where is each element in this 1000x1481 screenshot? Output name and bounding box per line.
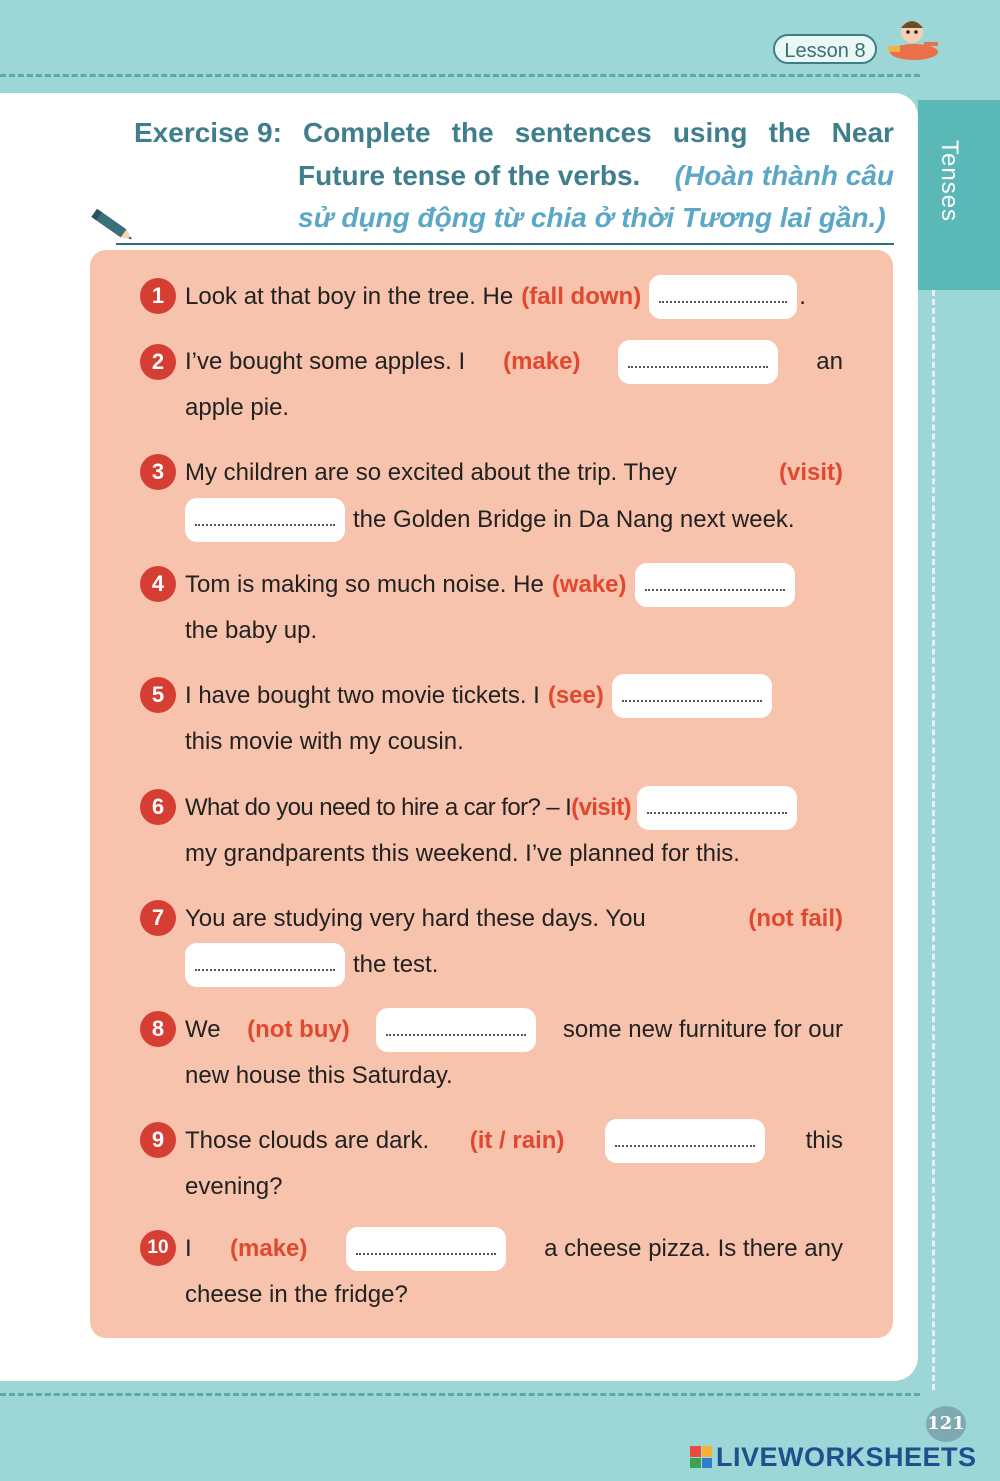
item-number-badge: 5 bbox=[140, 677, 176, 713]
item-number-badge: 4 bbox=[140, 566, 176, 602]
answer-input-1[interactable] bbox=[649, 275, 797, 319]
verb-cue: (wake) bbox=[551, 571, 627, 598]
pencil-icon bbox=[88, 204, 138, 248]
verb-cue: (fall down) bbox=[521, 283, 642, 310]
verb-cue: (see) bbox=[547, 682, 604, 709]
sentence-6: What do you need to hire a car for? – I (visit) bbox=[185, 784, 843, 832]
liveworksheets-brand bbox=[690, 1441, 977, 1473]
item-number-badge: 6 bbox=[140, 789, 176, 825]
answer-input-3[interactable] bbox=[185, 498, 345, 542]
sentence-8-cont: new house this Saturday. bbox=[185, 1062, 453, 1089]
answer-input-8[interactable] bbox=[376, 1008, 536, 1052]
title-underline bbox=[116, 243, 894, 245]
verb-cue: (make) bbox=[230, 1235, 308, 1262]
sentence-3: My children are so excited about the trip. They (visit) bbox=[185, 459, 843, 486]
verb-cue: (visit) bbox=[778, 459, 843, 486]
answer-input-7[interactable] bbox=[185, 943, 345, 987]
liveworksheets-logo-icon bbox=[690, 1446, 712, 1468]
answer-input-10[interactable] bbox=[346, 1227, 506, 1271]
item-number-badge: 7 bbox=[140, 900, 176, 936]
side-tab-label: Tenses bbox=[936, 140, 963, 223]
sentence-2-cont: apple pie. bbox=[185, 394, 290, 421]
sentence-7-cont: the test. bbox=[185, 941, 843, 989]
sentence-1: Look at that boy in the tree. He (fall down) . bbox=[185, 273, 843, 321]
verb-cue: (make) bbox=[503, 348, 581, 375]
exercise-title-line-3: sử dụng động từ chia ở thời Tương lai gần.) bbox=[298, 202, 886, 233]
sentence-3-cont: the Golden Bridge in Da Nang next week. bbox=[185, 496, 843, 544]
exercise-title-line-2: Future tense of the verbs. (Hoàn thành câu bbox=[298, 160, 894, 191]
item-number-badge: 9 bbox=[140, 1122, 176, 1158]
lesson-label: Lesson 8 bbox=[773, 34, 877, 64]
sentence-4-cont: the baby up. bbox=[185, 617, 318, 644]
sentence-5: I have bought two movie tickets. I (see) bbox=[185, 672, 843, 720]
side-dashed-line bbox=[932, 290, 935, 1390]
sentence-4: Tom is making so much noise. He (wake) bbox=[185, 561, 843, 609]
exercise-label: Exercise 9: bbox=[134, 117, 282, 148]
sentence-9-cont: evening? bbox=[185, 1173, 283, 1200]
verb-cue: (visit) bbox=[571, 794, 631, 821]
sentence-2: I’ve bought some apples. I (make) an bbox=[185, 338, 843, 386]
answer-input-9[interactable] bbox=[605, 1119, 765, 1163]
sentence-6-cont: my grandparents this weekend. I’ve planned for this. bbox=[185, 840, 740, 867]
sentence-10-cont: cheese in the fridge? bbox=[185, 1281, 408, 1308]
item-number-badge: 10 bbox=[140, 1230, 176, 1266]
brand-name: LIVEWORKSHEETS bbox=[716, 1441, 977, 1472]
item-number-badge: 8 bbox=[140, 1011, 176, 1047]
page-number: 121 bbox=[926, 1406, 966, 1442]
sentence-10: I (make) a cheese pizza. Is there any bbox=[185, 1225, 843, 1273]
answer-input-2[interactable] bbox=[618, 340, 778, 384]
exercise-title-line-1: Exercise 9: Complete the sentences using the Near bbox=[134, 117, 894, 148]
verb-cue: (it / rain) bbox=[469, 1127, 565, 1154]
pilot-mascot-icon bbox=[880, 12, 944, 70]
sentence-7: You are studying very hard these days. You (not fail) bbox=[185, 905, 843, 932]
item-number-badge: 1 bbox=[140, 278, 176, 314]
top-dashed-divider bbox=[0, 74, 920, 77]
sentence-9: Those clouds are dark. (it / rain) this bbox=[185, 1117, 843, 1165]
answer-input-4[interactable] bbox=[635, 563, 795, 607]
sentence-8: We (not buy) some new furniture for our bbox=[185, 1006, 843, 1054]
vietnamese-instruction: (Hoàn thành câu bbox=[674, 160, 894, 191]
sentence-5-cont: this movie with my cousin. bbox=[185, 728, 464, 755]
verb-cue: (not buy) bbox=[247, 1016, 350, 1043]
answer-input-6[interactable] bbox=[637, 786, 797, 830]
bottom-dashed-divider bbox=[0, 1393, 920, 1396]
item-number-badge: 3 bbox=[140, 454, 176, 490]
answer-input-5[interactable] bbox=[612, 674, 772, 718]
verb-cue: (not fail) bbox=[748, 905, 843, 932]
item-number-badge: 2 bbox=[140, 344, 176, 380]
